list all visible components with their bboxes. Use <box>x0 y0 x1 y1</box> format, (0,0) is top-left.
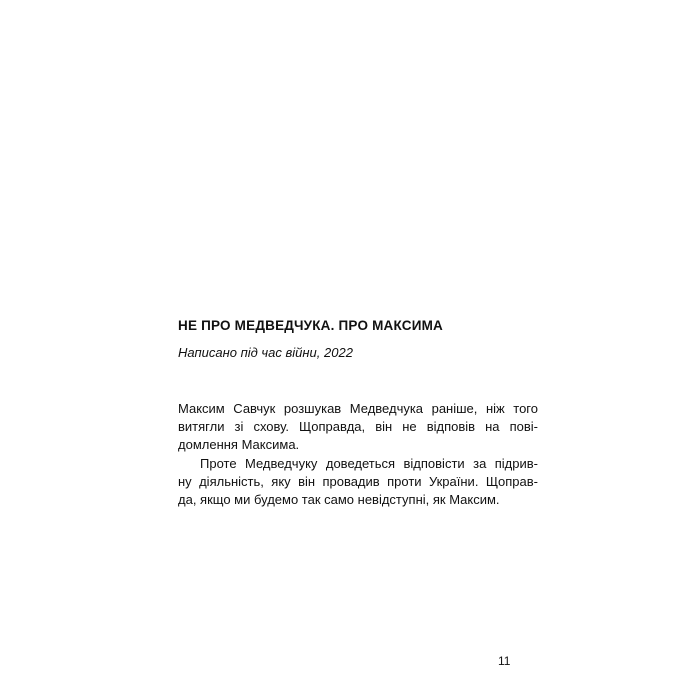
page-number: 11 <box>498 654 511 668</box>
paragraph-2-line-2: ну діяльність, яку він провадив проти України. Щоправ- <box>178 473 538 489</box>
paragraph-2-line-1: Проте Медведчуку доведеться відповісти за підрив- <box>200 455 538 471</box>
paragraph-1-line-1: Максим Савчук розшукав Медведчука раніше, ніж того <box>178 401 538 416</box>
body-text <box>178 400 538 509</box>
chapter-subtitle: Написано під час війни, 2022 <box>178 345 353 360</box>
paragraph-1-line-2: витягли зі схову. Щоправда, він не відповів на пові- <box>178 419 538 435</box>
paragraph-2-line-3: да, якщо ми будемо так само невідступні, як Максим. <box>178 491 500 507</box>
chapter-title: НЕ ПРО МЕДВЕДЧУКА. ПРО МАКСИМА <box>178 318 444 333</box>
paragraph-1-line-3: домлення Максима. <box>178 437 300 453</box>
